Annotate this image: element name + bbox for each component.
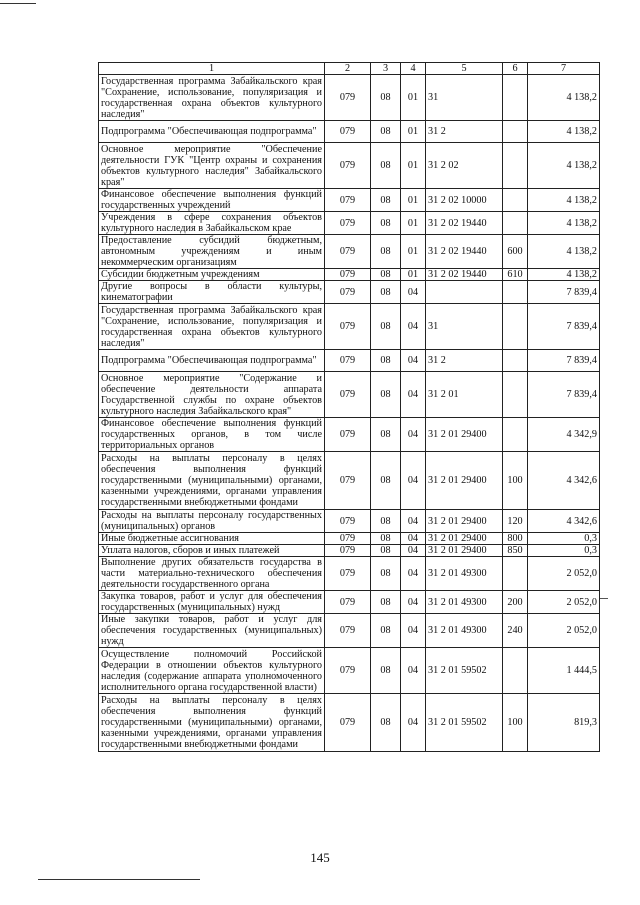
row-vr-code: 600 — [503, 235, 528, 269]
row-rz-code: 08 — [371, 281, 401, 304]
row-amount: 0,3 — [528, 533, 600, 545]
footnote-rule — [38, 879, 200, 880]
row-name: Закупка товаров, работ и услуг для обеспечения государственных (муниципальных) нужд — [99, 591, 325, 614]
table-row — [99, 545, 600, 557]
row-gr-code: 079 — [325, 121, 371, 143]
row-amount: 0,3 — [528, 545, 600, 557]
row-pr-code: 04 — [401, 418, 426, 452]
row-pr-code: 04 — [401, 281, 426, 304]
table-row — [99, 235, 600, 269]
row-pr-code: 04 — [401, 304, 426, 350]
table-row — [99, 510, 600, 533]
row-pr-code: 04 — [401, 372, 426, 418]
row-gr-code: 079 — [325, 510, 371, 533]
row-name: Основное мероприятие "Обеспечение деятельности ГУК "Центр охраны и сохранения объектов культурного наследия" Забайкальского края" — [99, 143, 325, 189]
table-row — [99, 591, 600, 614]
row-rz-code: 08 — [371, 545, 401, 557]
table-row — [99, 304, 600, 350]
row-pr-code: 04 — [401, 452, 426, 510]
row-gr-code: 079 — [325, 269, 371, 281]
row-amount: 4 342,6 — [528, 452, 600, 510]
table-row — [99, 648, 600, 694]
row-pr-code: 04 — [401, 533, 426, 545]
row-gr-code: 079 — [325, 212, 371, 235]
row-csr-code: 31 2 01 49300 — [426, 557, 503, 591]
header-cell-1: 1 — [99, 63, 325, 75]
row-csr-code: 31 2 01 49300 — [426, 614, 503, 648]
page-number: 145 — [310, 850, 330, 865]
row-vr-code: 610 — [503, 269, 528, 281]
row-rz-code: 08 — [371, 533, 401, 545]
row-amount: 4 138,2 — [528, 121, 600, 143]
row-rz-code: 08 — [371, 212, 401, 235]
header-row — [99, 63, 600, 75]
row-vr-code: 120 — [503, 510, 528, 533]
margin-mark — [600, 598, 608, 599]
row-amount: 2 052,0 — [528, 557, 600, 591]
header-cell-6: 6 — [503, 63, 528, 75]
row-rz-code: 08 — [371, 591, 401, 614]
row-csr-code: 31 2 01 29400 — [426, 533, 503, 545]
row-amount: 4 138,2 — [528, 75, 600, 121]
row-csr-code: 31 — [426, 75, 503, 121]
table-row — [99, 694, 600, 752]
row-amount: 4 138,2 — [528, 269, 600, 281]
row-amount: 4 342,6 — [528, 510, 600, 533]
row-name: Основное мероприятие "Содержание и обеспечение деятельности аппарата Государственной службы по охране объектов культурного наследия Забайкальского края" — [99, 372, 325, 418]
table-row — [99, 143, 600, 189]
row-csr-code: 31 2 01 29400 — [426, 418, 503, 452]
table-row — [99, 350, 600, 372]
row-csr-code: 31 2 01 29400 — [426, 452, 503, 510]
table-row — [99, 212, 600, 235]
row-name: Расходы на выплаты персоналу государственных (муниципальных) органов — [99, 510, 325, 533]
row-name: Подпрограмма "Обеспечивающая подпрограмма" — [99, 121, 325, 143]
row-gr-code: 079 — [325, 648, 371, 694]
row-csr-code: 31 2 01 59502 — [426, 694, 503, 752]
row-amount: 2 052,0 — [528, 591, 600, 614]
row-name: Финансовое обеспечение выполнения функций государственных органов, в том числе территориальных органов — [99, 418, 325, 452]
row-vr-code — [503, 212, 528, 235]
row-pr-code: 04 — [401, 648, 426, 694]
table-row — [99, 75, 600, 121]
row-name: Финансовое обеспечение выполнения функций государственных учреждений — [99, 189, 325, 212]
row-amount: 4 138,2 — [528, 235, 600, 269]
row-amount: 819,3 — [528, 694, 600, 752]
row-gr-code: 079 — [325, 235, 371, 269]
row-rz-code: 08 — [371, 372, 401, 418]
row-vr-code — [503, 557, 528, 591]
row-rz-code: 08 — [371, 557, 401, 591]
row-vr-code — [503, 418, 528, 452]
row-gr-code: 079 — [325, 557, 371, 591]
row-csr-code: 31 — [426, 304, 503, 350]
row-gr-code: 079 — [325, 189, 371, 212]
table-row — [99, 189, 600, 212]
row-amount: 7 839,4 — [528, 350, 600, 372]
row-pr-code: 04 — [401, 510, 426, 533]
row-gr-code: 079 — [325, 591, 371, 614]
header-cell-7: 7 — [528, 63, 600, 75]
row-amount: 2 052,0 — [528, 614, 600, 648]
row-rz-code: 08 — [371, 143, 401, 189]
row-rz-code: 08 — [371, 350, 401, 372]
row-name: Иные закупки товаров, работ и услуг для обеспечения государственных (муниципальных) нужд — [99, 614, 325, 648]
row-pr-code: 01 — [401, 75, 426, 121]
header-cell-5: 5 — [426, 63, 503, 75]
row-vr-code — [503, 143, 528, 189]
row-gr-code: 079 — [325, 452, 371, 510]
row-csr-code: 31 2 02 — [426, 143, 503, 189]
row-pr-code: 04 — [401, 545, 426, 557]
row-amount: 1 444,5 — [528, 648, 600, 694]
row-vr-code: 100 — [503, 452, 528, 510]
row-name: Подпрограмма "Обеспечивающая подпрограмма" — [99, 350, 325, 372]
row-csr-code: 31 2 01 29400 — [426, 545, 503, 557]
row-name: Государственная программа Забайкальского края "Сохранение, использование, популяризация и государственная охрана объектов культурного наследия" — [99, 304, 325, 350]
header-cell-2: 2 — [325, 63, 371, 75]
row-vr-code — [503, 189, 528, 212]
row-pr-code: 01 — [401, 143, 426, 189]
row-name: Учреждения в сфере сохранения объектов культурного наследия в Забайкальском крае — [99, 212, 325, 235]
row-rz-code: 08 — [371, 418, 401, 452]
row-vr-code: 200 — [503, 591, 528, 614]
row-amount: 7 839,4 — [528, 281, 600, 304]
table-row — [99, 452, 600, 510]
row-name: Другие вопросы в области культуры, кинематографии — [99, 281, 325, 304]
row-rz-code: 08 — [371, 235, 401, 269]
row-amount: 4 138,2 — [528, 143, 600, 189]
row-csr-code: 31 2 01 49300 — [426, 591, 503, 614]
row-gr-code: 079 — [325, 281, 371, 304]
row-amount: 4 342,9 — [528, 418, 600, 452]
row-rz-code: 08 — [371, 648, 401, 694]
budget-table — [98, 62, 600, 752]
table-row — [99, 281, 600, 304]
row-rz-code: 08 — [371, 269, 401, 281]
row-name: Государственная программа Забайкальского края "Сохранение, использование, популяризация и государственная охрана объектов культурного наследия" — [99, 75, 325, 121]
row-rz-code: 08 — [371, 75, 401, 121]
row-gr-code: 079 — [325, 350, 371, 372]
row-csr-code: 31 2 02 19440 — [426, 212, 503, 235]
row-vr-code — [503, 648, 528, 694]
row-vr-code — [503, 372, 528, 418]
row-csr-code: 31 2 02 19440 — [426, 235, 503, 269]
row-csr-code: 31 2 01 — [426, 372, 503, 418]
row-pr-code: 04 — [401, 614, 426, 648]
row-vr-code — [503, 121, 528, 143]
table-row — [99, 372, 600, 418]
table-row — [99, 269, 600, 281]
row-csr-code — [426, 281, 503, 304]
table-header — [99, 63, 600, 75]
row-gr-code: 079 — [325, 545, 371, 557]
table-row — [99, 533, 600, 545]
row-name: Выполнение других обязательств государства в части материально-технического обеспечения деятельности государственного органа — [99, 557, 325, 591]
row-amount: 4 138,2 — [528, 212, 600, 235]
row-amount: 7 839,4 — [528, 372, 600, 418]
row-gr-code: 079 — [325, 75, 371, 121]
row-pr-code: 04 — [401, 557, 426, 591]
row-name: Расходы на выплаты персоналу в целях обеспечения выполнения функций государственными (муниципальными) органами, казенными учреждениями, органами управления государственными внебюджетными фондами — [99, 452, 325, 510]
row-vr-code — [503, 281, 528, 304]
row-vr-code: 800 — [503, 533, 528, 545]
row-rz-code: 08 — [371, 121, 401, 143]
row-pr-code: 01 — [401, 212, 426, 235]
row-pr-code: 01 — [401, 235, 426, 269]
row-rz-code: 08 — [371, 510, 401, 533]
row-name: Расходы на выплаты персоналу в целях обеспечения выполнения функций государственными (муниципальными) органами, казенными учреждениями, органами управления государственными внебюджетными фондами — [99, 694, 325, 752]
row-csr-code: 31 2 02 10000 — [426, 189, 503, 212]
row-gr-code: 079 — [325, 614, 371, 648]
row-gr-code: 079 — [325, 418, 371, 452]
row-vr-code: 850 — [503, 545, 528, 557]
row-pr-code: 01 — [401, 121, 426, 143]
row-pr-code: 04 — [401, 350, 426, 372]
row-rz-code: 08 — [371, 452, 401, 510]
row-vr-code: 100 — [503, 694, 528, 752]
header-cell-3: 3 — [371, 63, 401, 75]
row-csr-code: 31 2 — [426, 350, 503, 372]
row-vr-code — [503, 304, 528, 350]
table-row — [99, 418, 600, 452]
row-rz-code: 08 — [371, 614, 401, 648]
row-gr-code: 079 — [325, 694, 371, 752]
row-vr-code: 240 — [503, 614, 528, 648]
row-csr-code: 31 2 — [426, 121, 503, 143]
row-name: Осуществление полномочий Российской Федерации в отношении объектов культурного наследия (содержание аппарата уполномоченного исполнительного органа государственной власти) — [99, 648, 325, 694]
row-pr-code: 04 — [401, 694, 426, 752]
table-row — [99, 614, 600, 648]
row-name: Уплата налогов, сборов и иных платежей — [99, 545, 325, 557]
row-name: Субсидии бюджетным учреждениям — [99, 269, 325, 281]
header-cell-4: 4 — [401, 63, 426, 75]
row-vr-code — [503, 350, 528, 372]
row-amount: 4 138,2 — [528, 189, 600, 212]
row-csr-code: 31 2 01 59502 — [426, 648, 503, 694]
row-gr-code: 079 — [325, 304, 371, 350]
row-csr-code: 31 2 02 19440 — [426, 269, 503, 281]
top-rule — [0, 3, 36, 4]
row-gr-code: 079 — [325, 143, 371, 189]
row-csr-code: 31 2 01 29400 — [426, 510, 503, 533]
table-row — [99, 557, 600, 591]
row-gr-code: 079 — [325, 372, 371, 418]
table-body — [99, 75, 600, 752]
row-rz-code: 08 — [371, 694, 401, 752]
row-pr-code: 01 — [401, 189, 426, 212]
row-vr-code — [503, 75, 528, 121]
row-pr-code: 01 — [401, 269, 426, 281]
row-gr-code: 079 — [325, 533, 371, 545]
row-amount: 7 839,4 — [528, 304, 600, 350]
table-row — [99, 121, 600, 143]
row-rz-code: 08 — [371, 189, 401, 212]
row-name: Иные бюджетные ассигнования — [99, 533, 325, 545]
row-name: Предоставление субсидий бюджетным, автономным учреждениям и иным некоммерческим организациям — [99, 235, 325, 269]
row-pr-code: 04 — [401, 591, 426, 614]
row-rz-code: 08 — [371, 304, 401, 350]
